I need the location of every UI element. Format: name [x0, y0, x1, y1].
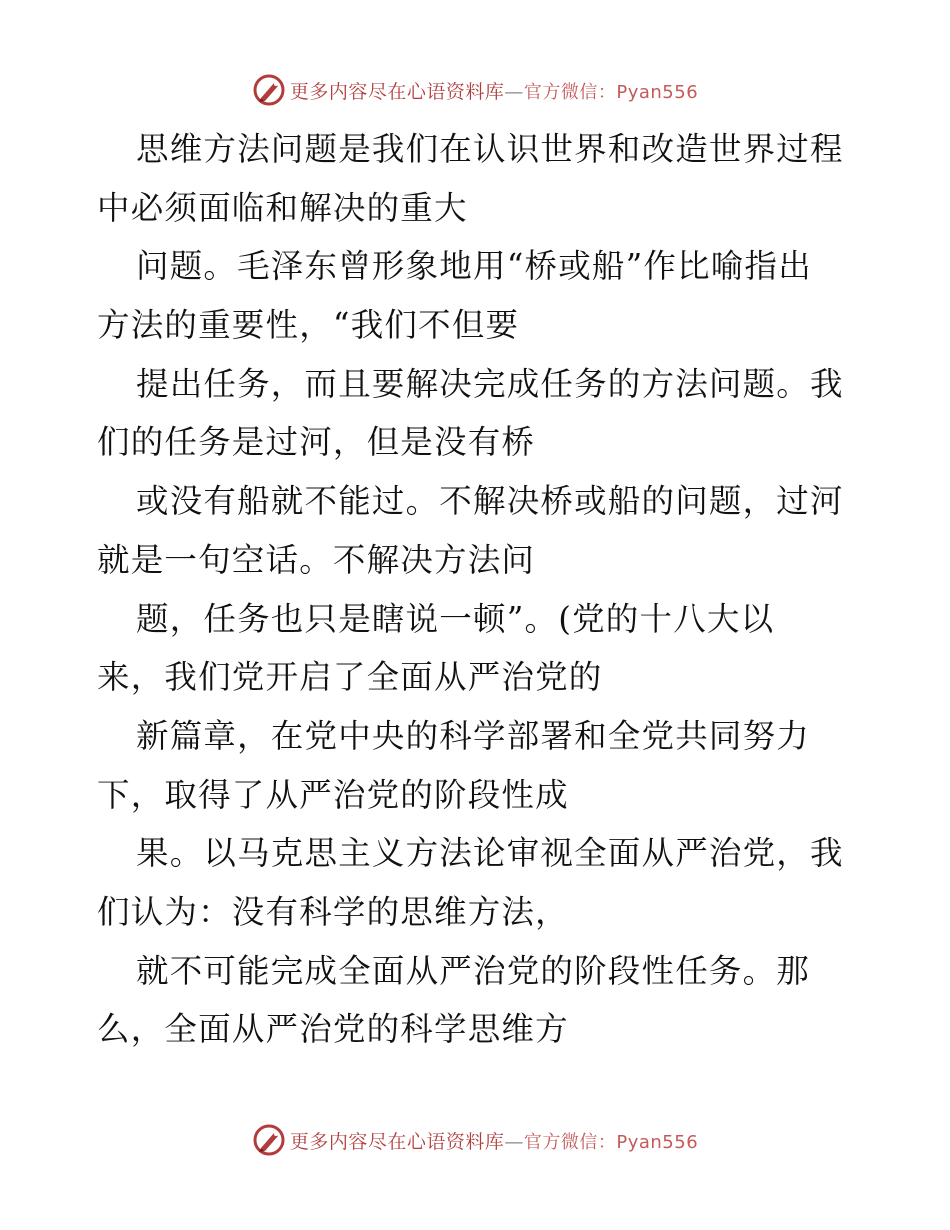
- body-line: 们认为：没有科学的思维方法，: [97, 892, 569, 931]
- pen-nib-logo-icon: [252, 1123, 286, 1157]
- header-banner-contact: 官方微信：Pyan556: [523, 81, 699, 103]
- body-line: 或没有船就不能过。不解决桥或船的问题，过河: [136, 482, 844, 521]
- document-body: [97, 120, 857, 1059]
- body-line: 方法的重要性，“我们不但要: [97, 306, 520, 345]
- body-line: 们的任务是过河，但是没有桥: [97, 423, 536, 462]
- footer-banner-contact: 官方微信：Pyan556: [523, 1131, 699, 1153]
- pen-nib-logo-icon: [252, 73, 286, 107]
- footer-banner-main: 更多内容尽在心语资料库: [289, 1130, 505, 1153]
- header-banner: [0, 70, 950, 110]
- body-line: 就是一句空话。不解决方法问: [97, 540, 536, 579]
- body-line: 新篇章，在党中央的科学部署和全党共同努力: [136, 716, 811, 755]
- header-banner-text: [290, 77, 698, 104]
- header-banner-separator: —: [504, 80, 524, 103]
- body-line: 提出任务，而且要解决完成任务的方法问题。我: [136, 364, 844, 403]
- body-line: 下，取得了从严治党的阶段性成: [97, 775, 569, 814]
- body-line: 中必须面临和解决的重大: [97, 188, 468, 227]
- body-line: 果。以马克思主义方法论审视全面从严治党，我: [136, 834, 844, 873]
- footer-banner-separator: —: [504, 1130, 524, 1153]
- body-line: 题，任务也只是瞎说一顿”。(党的十八大以: [136, 599, 775, 638]
- body-line: 来，我们党开启了全面从严治党的: [97, 658, 603, 697]
- body-line: 思维方法问题是我们在认识世界和改造世界过程: [136, 130, 844, 168]
- footer-banner-text: [290, 1127, 698, 1154]
- body-line: 么，全面从严治党的科学思维方: [97, 1010, 569, 1049]
- header-banner-main: 更多内容尽在心语资料库: [289, 80, 505, 103]
- body-line: 问题。毛泽东曾形象地用“桥或船”作比喻指出: [136, 247, 812, 286]
- body-line: 就不可能完成全面从严治党的阶段性任务。那: [136, 951, 811, 990]
- footer-banner: [0, 1120, 950, 1160]
